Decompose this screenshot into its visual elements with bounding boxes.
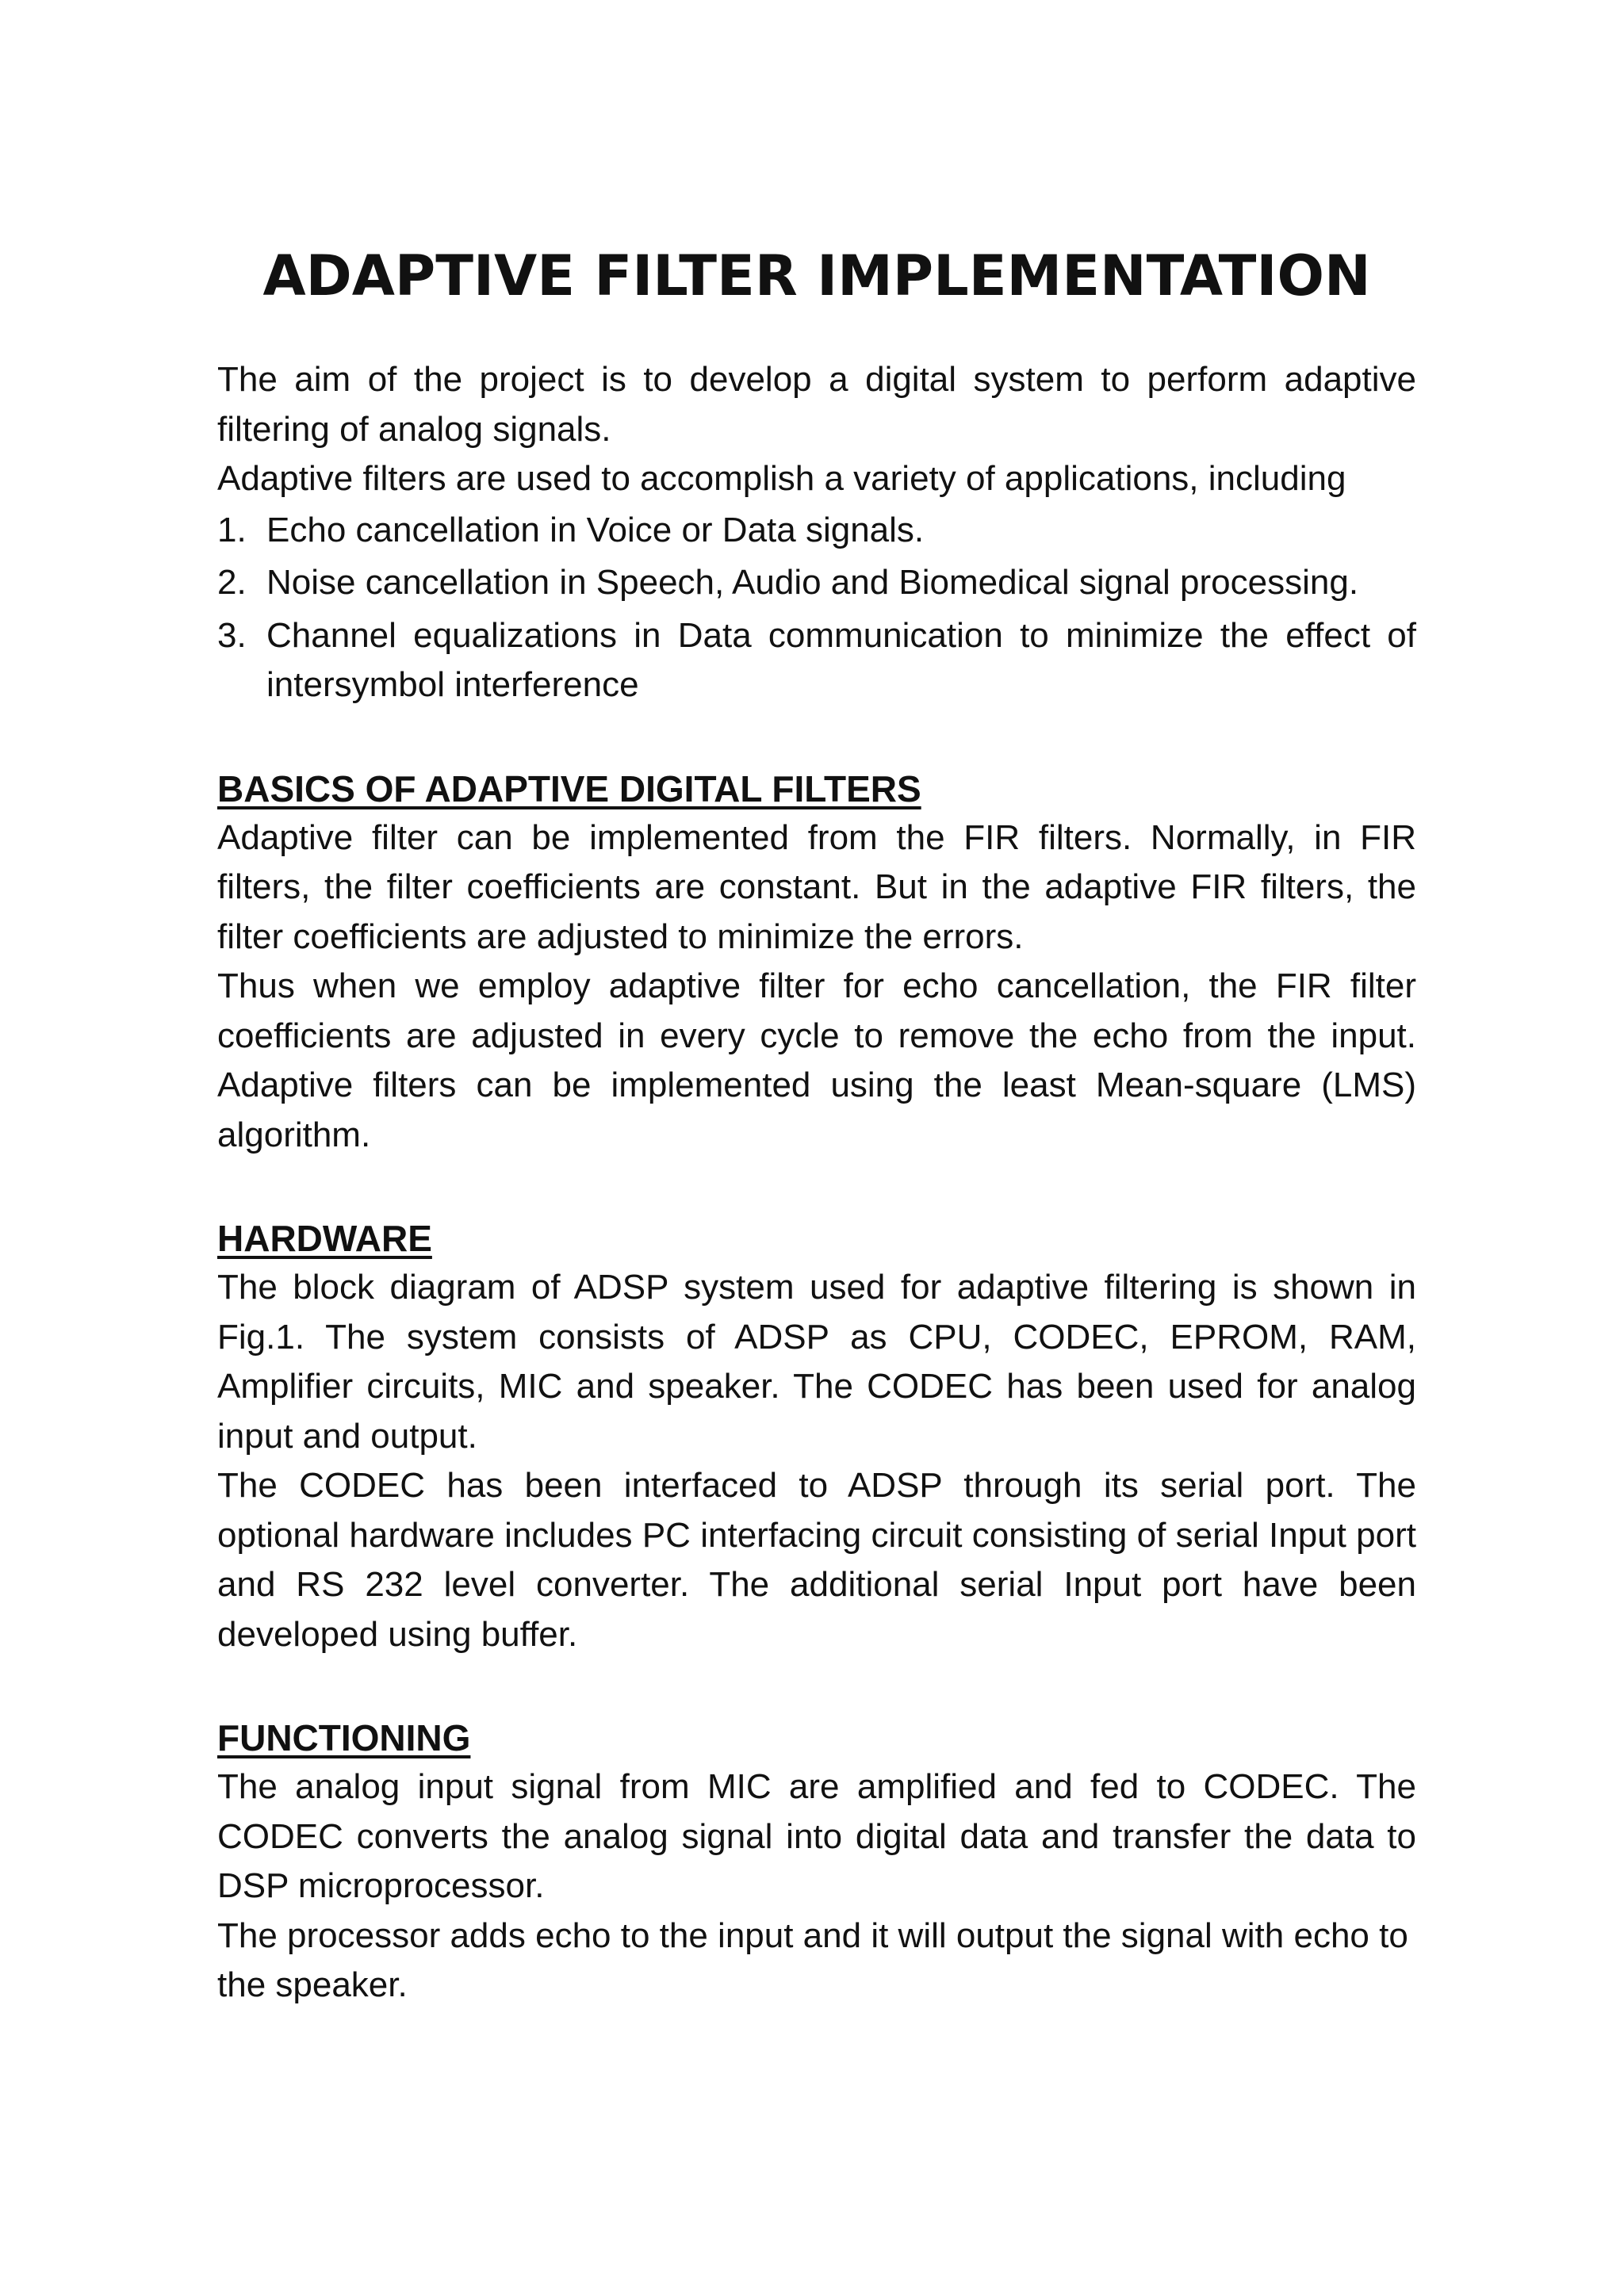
section-heading-basics: BASICS OF ADAPTIVE DIGITAL FILTERS — [217, 767, 921, 809]
section-heading-functioning: FUNCTIONING — [217, 1717, 471, 1758]
hardware-paragraph-1: The block diagram of ADSP system used for adaptive filtering is shown in Fig.1. The system consists of ADSP as CPU, CODEC, EPROM, RAM, Amplifier circuits, MIC and speaker. The CODEC has been used for analog input and output. — [217, 1268, 1416, 1456]
hardware-section — [217, 1214, 1416, 1659]
list-item-text: Channel equalizations in Data communication to minimize the effect of intersymbol interference — [266, 615, 1416, 704]
functioning-paragraph-1: The analog input signal from MIC are amplified and fed to CODEC. The CODEC converts the analog signal into digital data and transfer the data to DSP microprocessor. — [217, 1767, 1416, 1905]
section-heading-hardware: HARDWARE — [217, 1218, 432, 1259]
basics-section — [217, 764, 1416, 1161]
list-item — [217, 506, 1416, 556]
applications-list — [217, 506, 1416, 710]
basics-paragraph-1: Adaptive filter can be implemented from the FIR filters. Normally, in FIR filters, the filter coefficients are constant. But in the adaptive FIR filters, the filter coefficients are adjusted to minimize the errors. — [217, 817, 1416, 956]
list-item-text: Echo cancellation in Voice or Data signals. — [266, 510, 925, 549]
functioning-section — [217, 1713, 1416, 2011]
intro-paragraph-2: Adaptive filters are used to accomplish a variety of applications, including — [217, 459, 1346, 498]
hardware-paragraph-2: The CODEC has been interfaced to ADSP through its serial port. The optional hardware includes PC interfacing circuit consisting of serial Input port and RS 232 level converter. The additional serial Input port have been developed using buffer. — [217, 1466, 1416, 1654]
list-item — [217, 611, 1416, 710]
basics-paragraph-2: Thus when we employ adaptive filter for echo cancellation, the FIR filter coefficients are adjusted in every cycle to remove the echo from the input. Adaptive filters can be implemented using the least Mean-square (LMS) algorithm. — [217, 966, 1416, 1154]
list-item-text: Noise cancellation in Speech, Audio and Biomedical signal processing. — [266, 563, 1359, 602]
list-item-number: 2. — [217, 563, 247, 602]
intro-paragraph-1: The aim of the project is to develop a digital system to perform adaptive filtering of analog signals. — [217, 360, 1416, 449]
list-item — [217, 558, 1416, 608]
list-item-number: 1. — [217, 510, 247, 549]
functioning-paragraph-2: The processor adds echo to the input and it will output the signal with echo to the speaker. — [217, 1915, 1408, 2004]
intro-section — [217, 355, 1416, 710]
document-page — [217, 238, 1416, 2011]
document-title: ADAPTIVE FILTER IMPLEMENTATION — [262, 243, 1371, 308]
list-item-number: 3. — [217, 615, 247, 655]
